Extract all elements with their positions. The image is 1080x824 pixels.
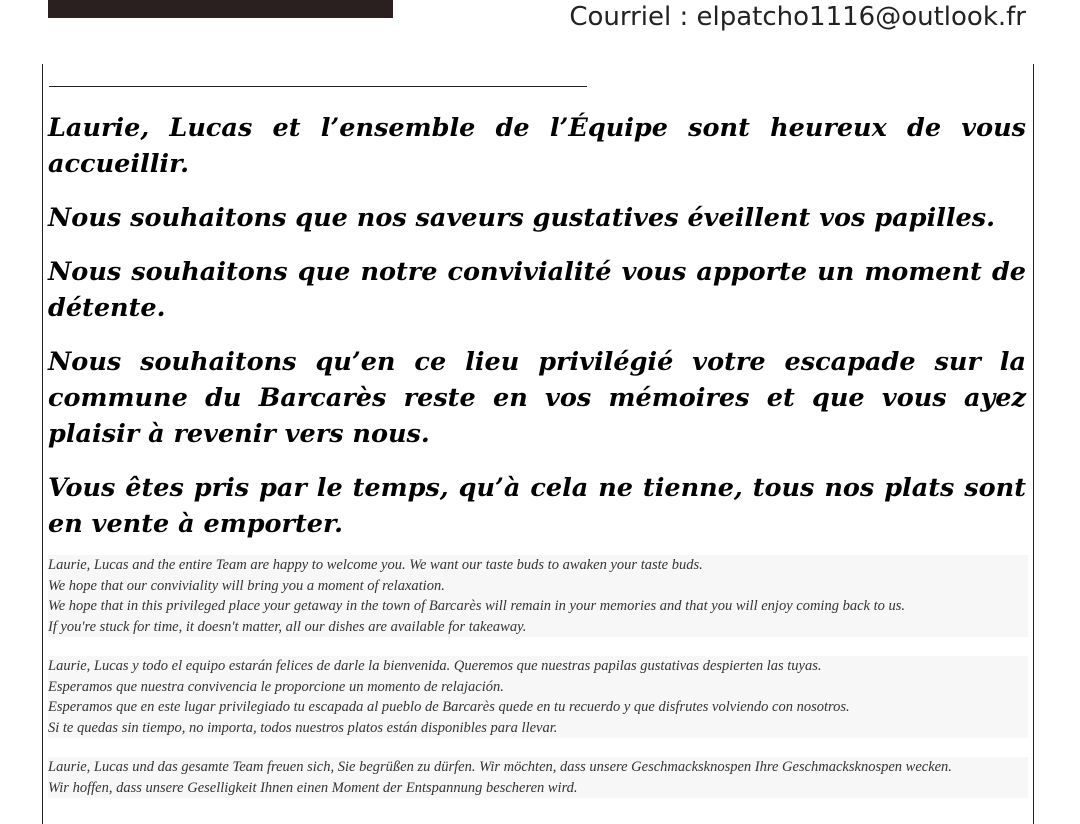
- translation-line: Esperamos que en este lugar privilegiado tu escapada al pueblo de Barcarès quede en tu recuerdo y que disfrutes volviendo con nosotros.: [48, 699, 850, 715]
- header-dark-bar: [48, 0, 393, 18]
- translation-english: [48, 555, 1028, 637]
- translation-line: Esperamos que nuestra convivencia le proporcione un momento de relajación.: [48, 678, 504, 695]
- welcome-message-fr: [48, 110, 1026, 560]
- translation-line: We hope that our conviviality will bring you a moment of relaxation.: [48, 577, 445, 594]
- translation-spanish: [48, 656, 1028, 738]
- conviviality-paragraph: Nous souhaitons que notre convivialité vous apporte un moment de détente.: [48, 257, 1026, 323]
- takeaway-paragraph: Vous êtes pris par le temps, qu’à cela ne tienne, tous nos plats sont en vente à emporter.: [48, 473, 1026, 539]
- translation-line: Si te quedas sin tiempo, no importa, todos nuestros platos están disponibles para llevar.: [48, 719, 558, 736]
- translation-german: [48, 757, 1028, 798]
- translation-line: Laurie, Lucas und das gesamte Team freuen sich, Sie begrüßen zu dürfen. Wir möchten, dass unsere Geschmacksknospen Ihre Geschmacksknospen wecken.: [48, 759, 952, 775]
- welcome-paragraph: Laurie, Lucas et l’ensemble de l’Équipe sont heureux de vous accueillir.: [48, 113, 1026, 179]
- translation-line: If you're stuck for time, it doesn't matter, all our dishes are available for takeaway.: [48, 618, 527, 635]
- flavours-paragraph: Nous souhaitons que nos saveurs gustatives éveillent vos papilles.: [48, 203, 995, 233]
- translation-line: Laurie, Lucas y todo el equipo estarán felices de darle la bienvenida. Queremos que nuestras papilas gustativas despierten las tuyas.: [48, 658, 822, 674]
- translation-line: Laurie, Lucas and the entire Team are happy to welcome you. We want our taste buds to awaken your taste buds.: [48, 557, 703, 573]
- memories-paragraph: Nous souhaitons qu’en ce lieu privilégié votre escapade sur la commune du Barcarès reste en vos mémoires et que vous ayez plaisir à revenir vers nous.: [48, 347, 1026, 449]
- email-contact[interactable]: Courriel : elpatcho1116@outlook.fr: [569, 2, 1026, 32]
- divider-line: [49, 86, 587, 87]
- translation-line: We hope that in this privileged place your getaway in the town of Barcarès will remain in your memories and that you will enjoy coming back to us.: [48, 598, 905, 614]
- translation-line: Wir hoffen, dass unsere Geselligkeit Ihnen einen Moment der Entspannung bescheren wird.: [48, 779, 578, 796]
